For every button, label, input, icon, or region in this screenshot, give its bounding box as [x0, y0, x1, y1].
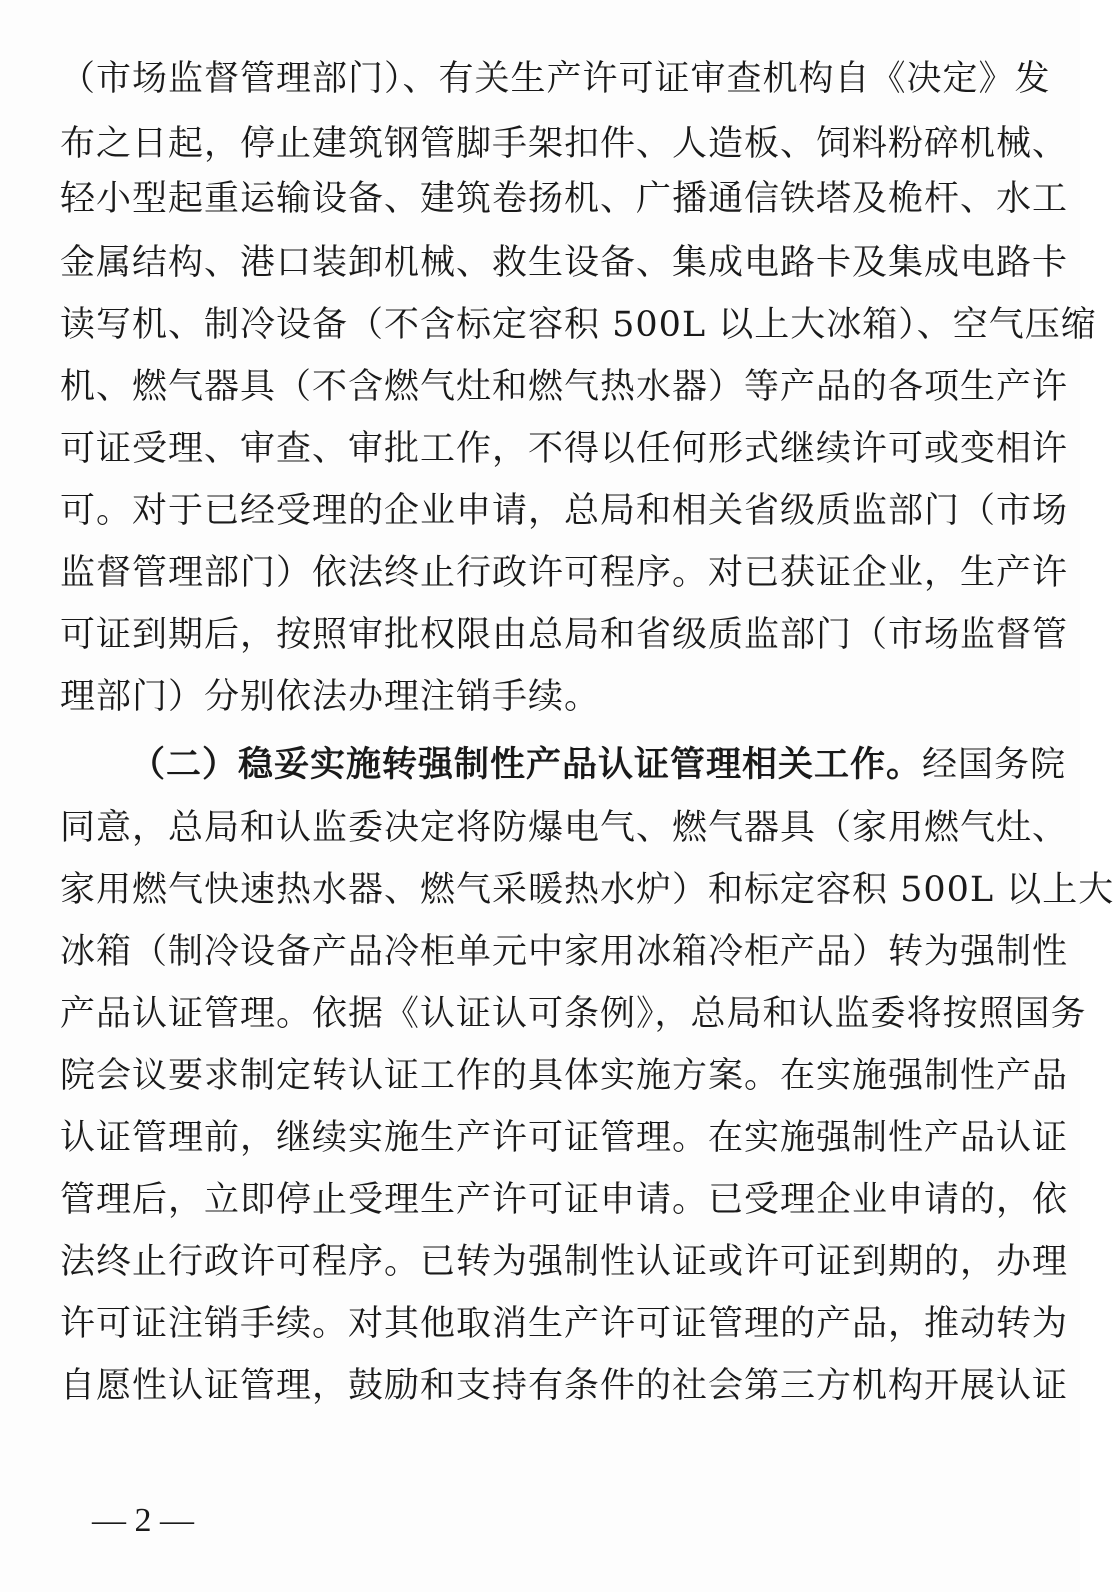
text-line: 理部门）分别依法办理注销手续。: [60, 677, 601, 717]
text-line: 同意，总局和认监委决定将防爆电气、燃气器具（家用燃气灶、: [60, 808, 1069, 848]
text-line: 金属结构、港口装卸机械、救生设备、集成电路卡及集成电路卡: [60, 243, 1069, 283]
text-line: （市场监督管理部门）、有关生产许可证审查机构自《决定》发: [60, 59, 1051, 99]
text-line: 布之日起，停止建筑钢管脚手架扣件、人造板、饲料粉碎机械、: [60, 124, 1069, 164]
text-line: 认证管理前，继续实施生产许可证管理。在实施强制性产品认证: [60, 1118, 1069, 1158]
heading-line-rest: 经国务院: [922, 745, 1067, 785]
text-line: 法终止行政许可程序。已转为强制性认证或许可证到期的，办理: [60, 1242, 1069, 1282]
text-line: 自愿性认证管理，鼓励和支持有条件的社会第三方机构开展认证: [60, 1366, 1069, 1406]
text-line: 可证受理、审查、审批工作，不得以任何形式继续许可或变相许: [60, 429, 1069, 469]
text-line: 产品认证管理。依据《认证认可条例》，总局和认监委将按照国务: [60, 994, 1087, 1034]
paragraph-heading-line: [130, 734, 1067, 796]
text-line: 家用燃气快速热水器、燃气采暖热水炉）和标定容积 500L 以上大: [60, 870, 1114, 910]
text-line: 冰箱（制冷设备产品冷柜单元中家用冰箱冷柜产品）转为强制性: [60, 932, 1069, 972]
text-line: 读写机、制冷设备（不含标定容积 500L 以上大冰箱）、空气压缩: [60, 305, 1097, 345]
text-line: 轻小型起重运输设备、建筑卷扬机、广播通信铁塔及桅杆、水工: [60, 179, 1069, 219]
text-line: 可。对于已经受理的企业申请，总局和相关省级质监部门（市场: [60, 491, 1069, 531]
text-line: 监督管理部门）依法终止行政许可程序。对已获证企业，生产许: [60, 553, 1069, 593]
text-line: 管理后，立即停止受理生产许可证申请。已受理企业申请的，依: [60, 1180, 1069, 1220]
text-line: 许可证注销手续。对其他取消生产许可证管理的产品，推动转为: [60, 1304, 1069, 1344]
text-line: 可证到期后，按照审批权限由总局和省级质监部门（市场监督管: [60, 615, 1069, 655]
page-number: — 2 —: [92, 1502, 194, 1539]
text-line: 机、燃气器具（不含燃气灶和燃气热水器）等产品的各项生产许: [60, 367, 1069, 407]
section-heading: （二）稳妥实施转强制性产品认证管理相关工作。: [130, 744, 923, 785]
text-line: 院会议要求制定转认证工作的具体实施方案。在实施强制性产品: [60, 1056, 1069, 1096]
